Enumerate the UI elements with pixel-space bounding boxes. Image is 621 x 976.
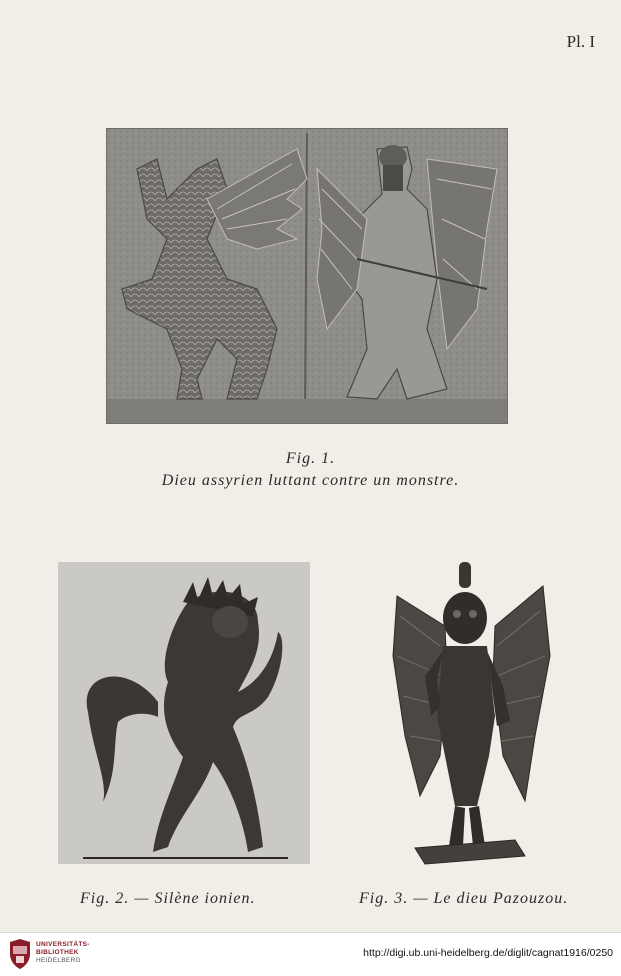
figure-3-caption: Fig. 3. — Le dieu Pazouzou. [359,890,569,907]
library-name-line3: HEIDELBERG [36,957,81,964]
figure-1-number: Fig. 1. [285,450,336,467]
ionian-silenus-image [58,562,310,864]
library-name-line2: BIBLIOTHEK [36,949,79,956]
library-name-line1: UNIVERSITÄTS- [36,941,90,948]
heidelberg-library-logo-icon [8,938,32,970]
library-footer [0,932,621,976]
pazuzu-statuette-image [385,556,555,871]
figure-1-caption: Dieu assyrien luttant contre un monstre. [161,472,460,489]
figure-2-caption: Fig. 2. — Silène ionien. [80,890,256,907]
assyrian-relief-image [106,128,508,424]
source-url[interactable]: http://digi.ub.uni-heidelberg.de/diglit/cagnat1916/0250 [363,947,613,959]
library-name [36,941,90,965]
plate-label: Pl. I [566,32,595,51]
